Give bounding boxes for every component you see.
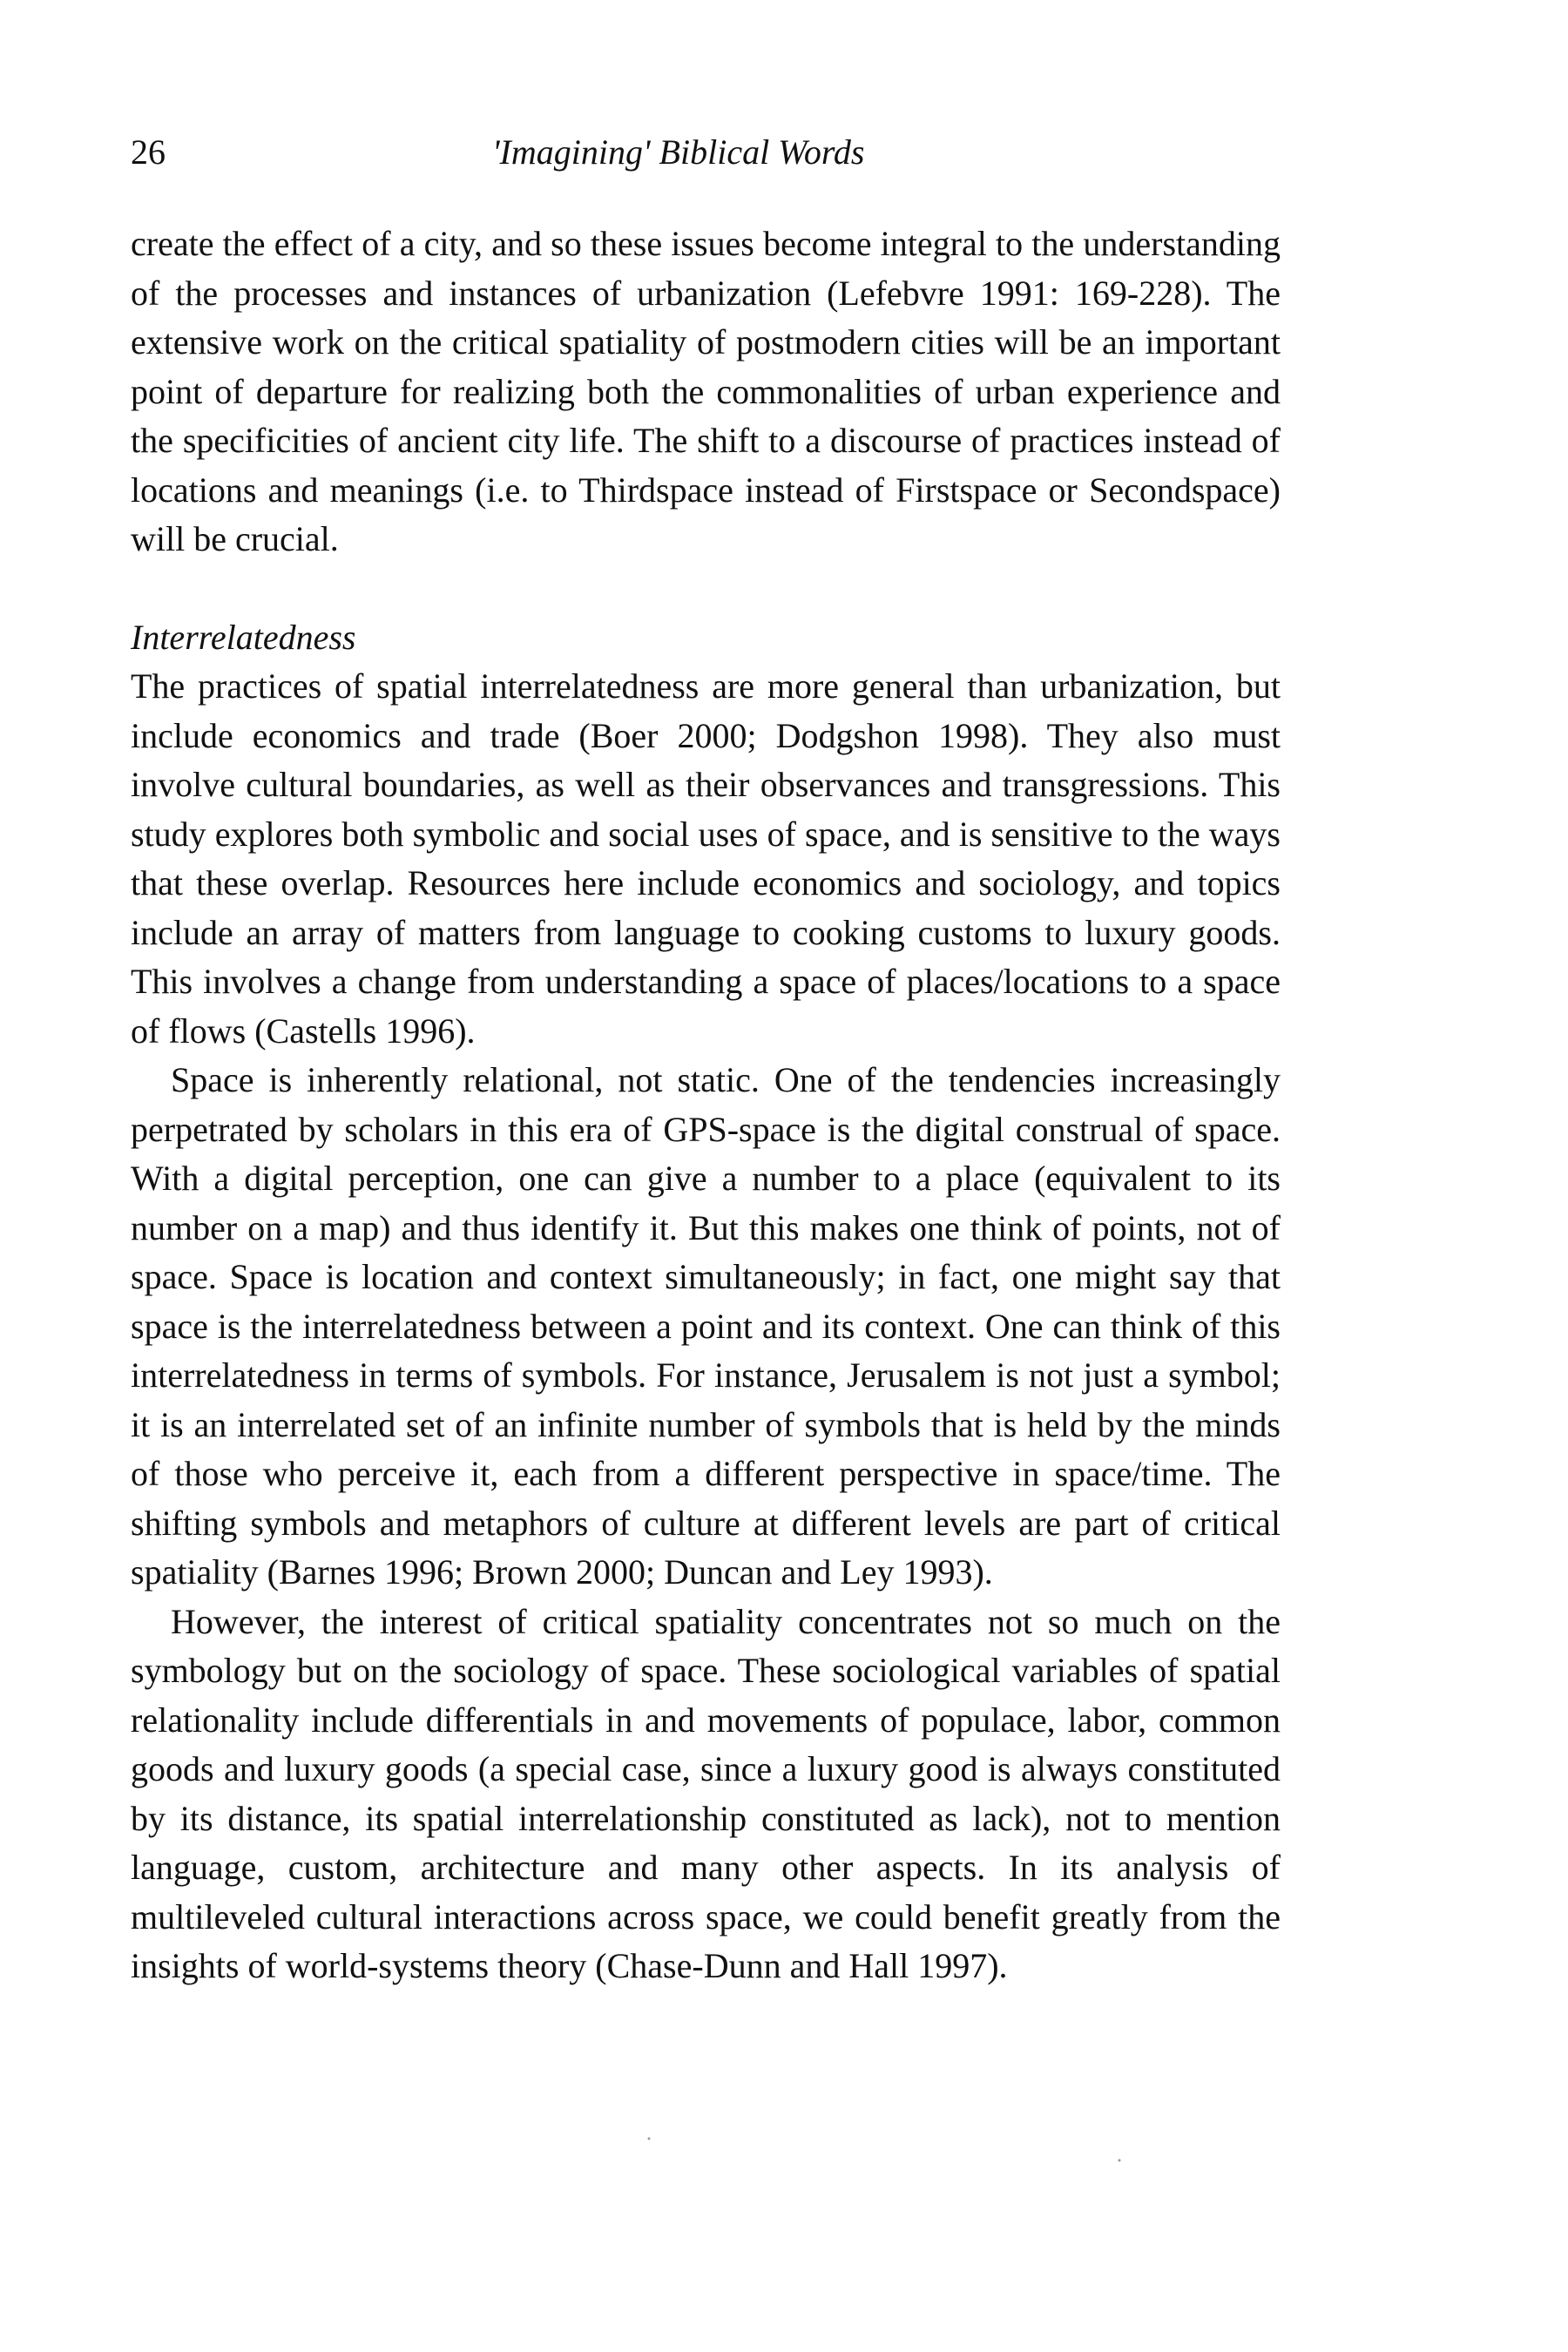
running-title: 'Imagining' Biblical Words [492,132,865,172]
section-heading: Interrelatedness [131,617,356,657]
paragraph: The practices of spatial interrelatedness are more general than urbanization, but include economics and trade (Boer 2000; Dodgshon 1998). They also must involve cultural boundaries, as well as their observances and transgressions. This study explores both symbolic and social uses of space, and is sensitive to the ways that these overlap. Resources here include economics and sociology, and topics include an array of matters from language to cooking customs to luxury goods. This involves a change from understanding a space of places/locations to a space of flows (Castells 1996). [131,666,1281,1051]
scan-speck [648,2138,651,2140]
paragraph-continued: create the effect of a city, and so these issues become integral to the understanding of the processes and instances of urbanization (Lefebvre 1991: 169-228). The extensive work on the critical spatiality of postmodern cities will be an important point of departure for realizing both the commonalities of urban experience and the specificities of ancient city life. The shift to a discourse of practices instead of locations and meanings (i.e. to Thirdspace instead of Firstspace or Secondspace) will be crucial. [131,224,1281,558]
page-number: 26 [131,132,166,172]
paragraph: Space is inherently relational, not static. One of the tendencies increasingly perpetrated by scholars in this era of GPS-space is the digital construal of space. With a digital perception, one can give a number to a place (equivalent to its number on a map) and thus identify it. But this makes one think of points, not of space. Space is location and context simultaneously; in fact, one might say that space is the interrelatedness between a point and its context. One can think of this interrelatedness in terms of symbols. For instance, Jerusalem is not just a symbol; it is an interrelated set of an infinite number of symbols that is held by the minds of those who perceive it, each from a different perspective in space/time. The shifting symbols and metaphors of culture at different levels are part of critical spatiality (Barnes 1996; Brown 2000; Duncan and Ley 1993). [131,1060,1281,1592]
scan-speck [1119,2159,1121,2162]
paragraph: However, the interest of critical spatiality concentrates not so much on the symbology but on the sociology of space. These sociological variables of spatial relationality include differentials in and movements of populace, labor, common goods and luxury goods (a special case, since a luxury good is always constituted by its distance, its spatial interrelationship constituted as lack), not to mention language, custom, architecture and many other aspects. In its analysis of multileveled cultural interactions across space, we could benefit greatly from the insights of world-systems theory (Chase-Dunn and Hall 1997). [131,1601,1281,1985]
